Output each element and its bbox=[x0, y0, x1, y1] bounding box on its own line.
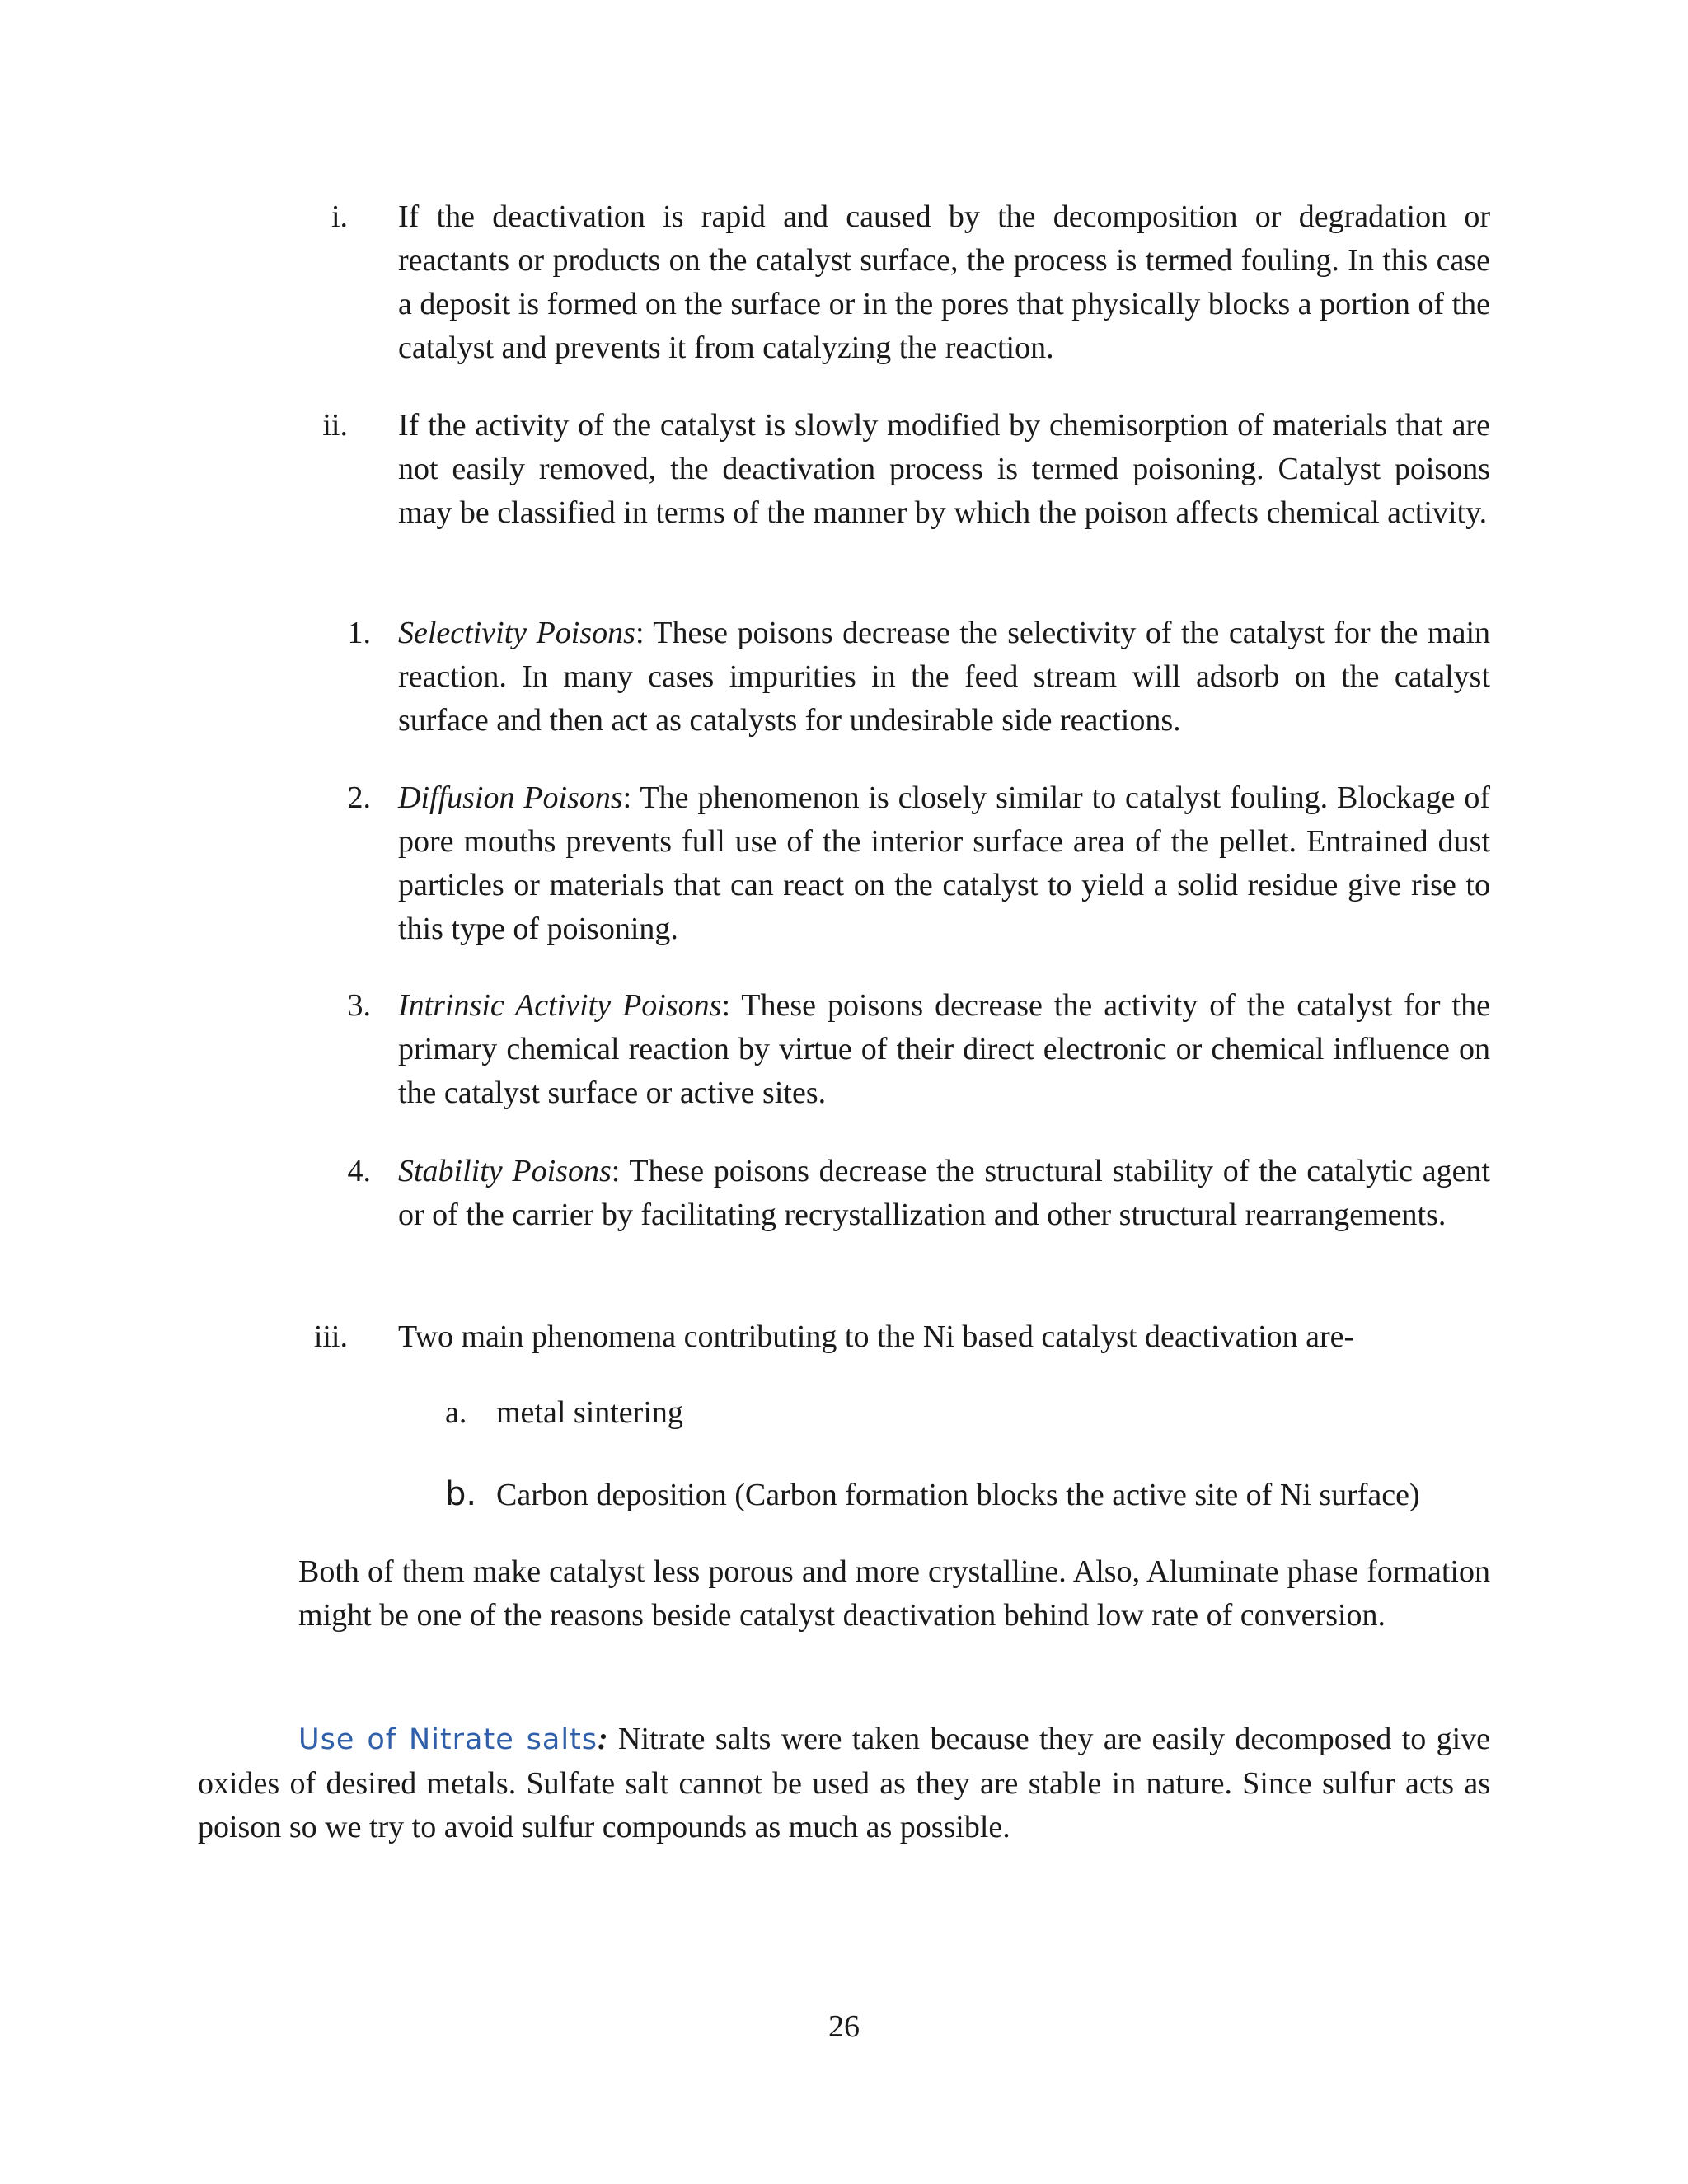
list-marker: i. bbox=[331, 199, 348, 234]
poison-item-selectivity bbox=[0, 612, 1688, 743]
list-item-i bbox=[0, 195, 1688, 370]
poison-text bbox=[398, 776, 1490, 951]
list-item-text: If the deactivation is rapid and caused by the decomposition or degradation or reactants or products on the catalyst surface, the process is termed fouling. In this case a deposit is formed on the surface or in the pores that physically blocks a portion of the catalyst and prevents it from catalyzing the reaction. bbox=[398, 199, 1490, 365]
poison-description: : These poisons decrease the structural stability of the catalytic agent or of the carrier by facilitating recrystallization and other structural rearrangements. bbox=[398, 1154, 1490, 1232]
list-marker: iii. bbox=[313, 1319, 348, 1354]
poison-item-intrinsic bbox=[0, 984, 1688, 1116]
list-marker: ii. bbox=[322, 408, 348, 443]
sub-text: metal sintering bbox=[496, 1395, 683, 1430]
poison-item-diffusion bbox=[0, 776, 1688, 951]
conclusion-paragraph: Both of them make catalyst less porous and more crystalline. Also, Aluminate phase formation might be one of the reasons beside catalyst deactivation behind low rate of conversion. bbox=[298, 1554, 1490, 1633]
poison-term: Intrinsic Activity Poisons bbox=[398, 988, 722, 1023]
nitrate-text: Nitrate salts were taken because they are easily decomposed to give oxides of desired metals. Sulfate salt cannot be used as they are stable in nature. Since sulfur acts as poison so we try to avoid sulfur compounds as much as possible. bbox=[198, 1722, 1490, 1844]
list-item-text: If the activity of the catalyst is slowly modified by chemisorption of materials that are not easily removed, the deactivation process is termed poisoning. Catalyst poisons may be classified in terms of the manner by which the poison affects chemical activity. bbox=[398, 408, 1490, 530]
section-heading: Use of Nitrate salts bbox=[298, 1723, 598, 1756]
sub-marker: b. bbox=[445, 1475, 477, 1513]
numbered-marker: 3. bbox=[347, 988, 371, 1023]
poison-text bbox=[398, 984, 1490, 1115]
poison-description: : These poisons decrease the selectivity of the catalyst for the main reaction. In many cases impurities in the feed stream will adsorb on the catalyst surface and then act as catalysts for undesirable side reactions. bbox=[398, 616, 1490, 738]
heading-colon: : bbox=[598, 1722, 608, 1756]
sub-item-b bbox=[445, 1473, 1420, 1517]
nitrate-paragraph bbox=[198, 1718, 1490, 1849]
poison-text bbox=[398, 612, 1490, 743]
list-item-iii bbox=[0, 1315, 1688, 1361]
numbered-marker: 2. bbox=[347, 780, 371, 815]
page-number: 26 bbox=[828, 2009, 860, 2044]
poison-item-stability bbox=[0, 1150, 1688, 1282]
sub-marker: a. bbox=[445, 1395, 467, 1430]
numbered-marker: 4. bbox=[347, 1154, 371, 1188]
poison-text bbox=[398, 1150, 1490, 1237]
list-item-text: Two main phenomena contributing to the Ni based catalyst deactivation are- bbox=[398, 1319, 1355, 1354]
sub-text: Carbon deposition (Carbon formation blocks the active site of Ni surface) bbox=[496, 1478, 1420, 1512]
sub-item-a bbox=[445, 1391, 683, 1435]
numbered-marker: 1. bbox=[347, 616, 371, 650]
list-item-ii bbox=[0, 404, 1688, 579]
poison-description: : These poisons decrease the activity of the catalyst for the primary chemical reaction by virtue of their direct electronic or chemical influence on the catalyst surface or active sites. bbox=[398, 988, 1490, 1110]
poison-description: : The phenomenon is closely similar to catalyst fouling. Blockage of pore mouths prevents full use of the interior surface area of the pellet. Entrained dust particles or materials that can react on the catalyst to yield a solid residue give rise to this type of poisoning. bbox=[398, 780, 1490, 946]
poison-term: Selectivity Poisons bbox=[398, 616, 635, 650]
poison-term: Stability Poisons bbox=[398, 1154, 612, 1188]
poison-term: Diffusion Poisons bbox=[398, 780, 623, 815]
